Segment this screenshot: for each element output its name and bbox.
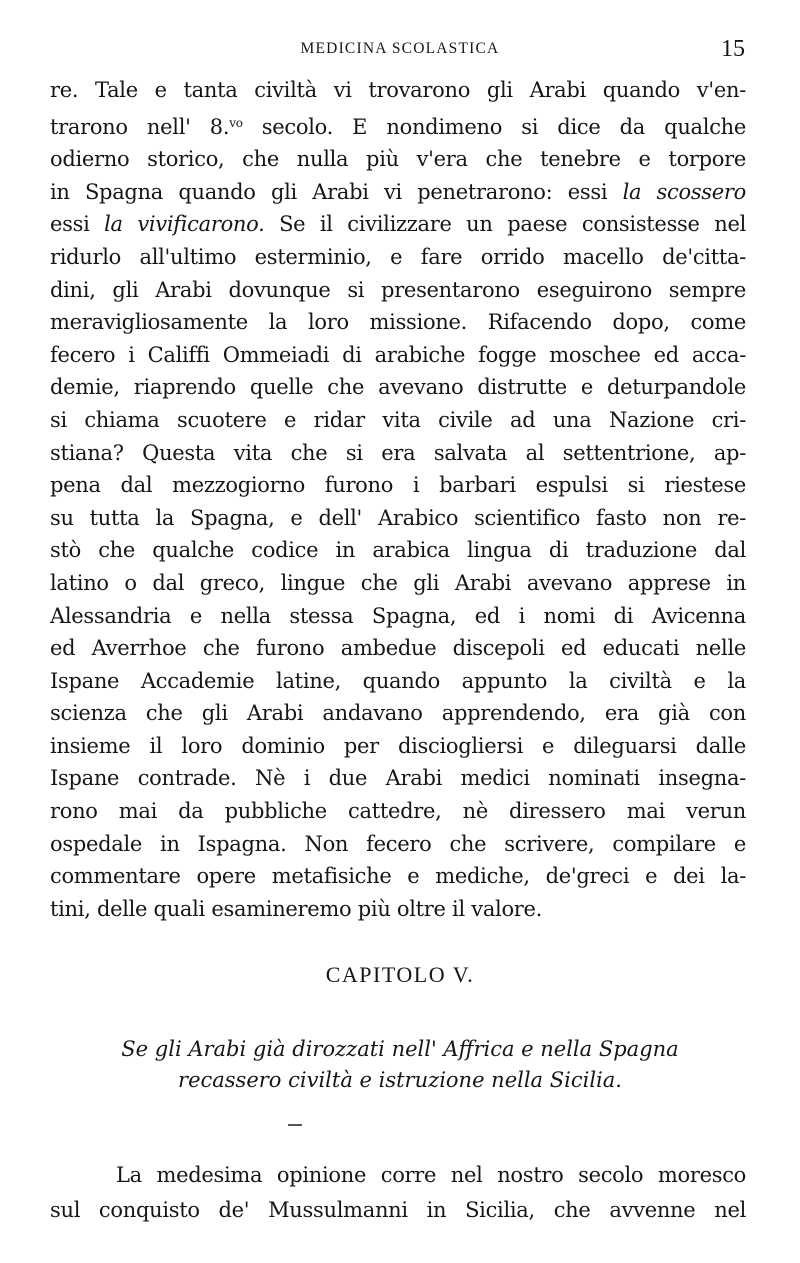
text-line: tini, delle quali esamineremo più oltre il valore. xyxy=(50,896,543,921)
text-line: La medesima opinione corre nel nostro secolo moresco xyxy=(116,1163,746,1187)
text-line: ospedale in Ispagna. Non fecero che scrivere, compilare e xyxy=(50,831,746,856)
paragraph-2 xyxy=(50,1158,746,1228)
ornament-rule xyxy=(288,1124,302,1126)
text-line: scienza che gli Arabi andavano apprendendo, era già con xyxy=(50,701,746,726)
text-line xyxy=(50,176,746,209)
text-line: re. Tale e tanta civiltà vi trovarono gli Arabi quando v'en- xyxy=(50,78,746,102)
page-number: 15 xyxy=(721,36,745,62)
text-line xyxy=(50,107,746,144)
text-line: ed Averrhoe che furono ambedue discepoli ed educati nelle xyxy=(50,636,746,661)
text-line: pena dal mezzogiorno furono i barbari espulsi si riestese xyxy=(50,473,746,498)
paragraph-1 xyxy=(50,74,746,925)
text-line: stiana? Questa vita che si era salvata al settentrione, ap- xyxy=(50,440,746,465)
text-line: Ispane contrade. Nè i due Arabi medici nominati insegna- xyxy=(50,766,746,791)
chapter-heading: CAPITOLO V. xyxy=(325,962,475,987)
superscript: vo xyxy=(229,115,243,130)
chapter-subtitle-line: recassero civiltà e istruzione nella Sicilia. xyxy=(178,1068,622,1092)
text-line: insieme il loro dominio per disciogliersi e dileguarsi dalle xyxy=(50,733,746,758)
italic-phrase: la vivificarono. xyxy=(104,212,265,237)
text-line: su tutta la Spagna, e dell' Arabico scientifico fasto non re- xyxy=(50,505,746,530)
text-line: rono mai da pubbliche cattedre, nè diressero mai verun xyxy=(50,799,746,824)
running-title: MEDICINA SCOLASTICA xyxy=(300,40,500,57)
text-line: demie, riaprendo quelle che avevano distrutte e deturpandole xyxy=(50,375,746,400)
text-line: commentare opere metafisiche e mediche, de'greci e dei la- xyxy=(50,864,746,889)
text-line: Ispane Accademie latine, quando appunto la civiltà e la xyxy=(50,668,746,693)
text-line-start: trarono nell' 8. xyxy=(50,114,230,139)
text-line: sul conquisto de' Mussulmanni in Sicilia, che avvenne nel xyxy=(50,1198,746,1222)
running-head xyxy=(0,36,800,66)
text-line: stò che qualche codice in arabica lingua di traduzione dal xyxy=(50,538,746,563)
text-line: latino o dal greco, lingue che gli Arabi avevano apprese in xyxy=(50,570,746,595)
text-line xyxy=(50,208,746,241)
text-line: meravigliosamente la loro missione. Rifacendo dopo, come xyxy=(50,310,746,335)
italic-phrase: la scossero xyxy=(622,179,746,204)
text-line: Alessandria e nella stessa Spagna, ed i nomi di Avicenna xyxy=(50,603,746,628)
text-line: fecero i Califfi Ommeiadi di arabiche fogge moschee ed acca- xyxy=(50,342,746,367)
text-line: dini, gli Arabi dovunque si presentarono eseguirono sempre xyxy=(50,277,746,302)
text-line: odierno storico, che nulla più v'era che tenebre e torpore xyxy=(50,147,746,172)
chapter-subtitle xyxy=(62,1034,738,1096)
text-line-start: essi xyxy=(50,212,105,237)
text-line-end: secolo. E nondimeno si dice da qualche xyxy=(242,114,747,139)
text-line: ridurlo all'ultimo esterminio, e fare orrido macello de'citta- xyxy=(50,244,746,269)
text-line-start: in Spagna quando gli Arabi vi penetrarono: essi xyxy=(50,179,623,204)
text-line-end: Se il civilizzare un paese consistesse nel xyxy=(264,212,746,237)
text-line: si chiama scuotere e ridar vita civile ad una Nazione cri- xyxy=(50,407,746,432)
chapter-subtitle-line: Se gli Arabi già dirozzati nell' Affrica e nella Spagna xyxy=(121,1037,679,1061)
